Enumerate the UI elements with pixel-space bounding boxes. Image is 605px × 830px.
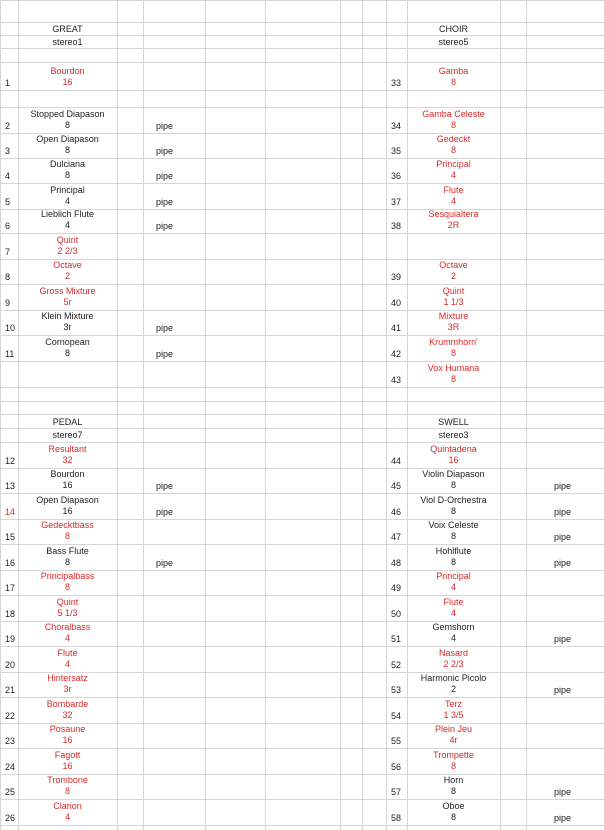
stop-name: Gemshorn xyxy=(432,622,475,632)
stop-name: Flute xyxy=(57,647,78,658)
stop-name: Quintadena xyxy=(430,443,477,454)
section-title: SWELL xyxy=(438,417,469,427)
stop-name: Bombarde xyxy=(46,698,89,709)
pipe-label: pipe xyxy=(156,146,174,156)
stop-name: Octave xyxy=(53,260,82,270)
stop-pitch: 32 xyxy=(62,454,73,465)
column-gridline xyxy=(500,0,501,830)
pipe-label: pipe xyxy=(156,557,174,568)
stop-name: Gross Mixture xyxy=(39,286,96,296)
stop-name: Open Diapason xyxy=(36,494,99,505)
stop-name: Vox Humana xyxy=(427,363,480,373)
stop-name: Gedecktbass xyxy=(41,520,94,530)
pipe-label: pipe xyxy=(554,481,572,491)
stop-number: 57 xyxy=(391,787,402,797)
stop-number: 25 xyxy=(5,787,16,797)
stop-number: 18 xyxy=(5,608,16,619)
pipe-label: pipe xyxy=(554,532,572,542)
pipe-label: pipe xyxy=(156,481,174,491)
stop-pitch: 16 xyxy=(62,505,73,516)
section-subtitle: stereo5 xyxy=(438,37,469,47)
stop-pitch: 8 xyxy=(450,145,456,155)
stop-name: Oboe xyxy=(442,800,465,811)
pipe-label: pipe xyxy=(554,557,572,568)
stop-number: 41 xyxy=(391,323,402,333)
stop-name: Principal xyxy=(436,571,471,581)
stop-name: Octave xyxy=(439,260,468,270)
stop-number: 44 xyxy=(391,455,402,466)
row-gridline xyxy=(0,414,605,415)
stop-pitch: 8 xyxy=(450,77,456,87)
stop-name: Terz xyxy=(444,698,462,709)
stop-number: 20 xyxy=(5,659,16,670)
stop-pitch: 2 xyxy=(450,271,456,281)
stop-number: 5 xyxy=(5,197,11,207)
stop-name: Posaune xyxy=(49,724,86,734)
section-subtitle: stereo1 xyxy=(52,37,83,47)
stop-number: 51 xyxy=(391,634,402,644)
stop-pitch: 8 xyxy=(64,786,70,796)
stop-number: 14 xyxy=(5,506,16,517)
row-gridline xyxy=(0,361,605,362)
stop-pitch: 8 xyxy=(64,556,70,567)
stop-pitch: 8 xyxy=(450,531,456,541)
column-gridline xyxy=(340,0,341,830)
stop-name: Harmonic Picolo xyxy=(420,673,487,683)
stop-pitch: 8 xyxy=(64,582,70,592)
stop-name: Principalbass xyxy=(40,571,95,581)
stop-pitch: 16 xyxy=(448,454,459,465)
stop-name: Lieblich Flute xyxy=(40,209,95,219)
stop-name: Cornopean xyxy=(45,337,90,347)
stop-pitch: 8 xyxy=(450,120,456,130)
stop-pitch: 8 xyxy=(450,505,456,516)
row-gridline xyxy=(0,335,605,336)
stop-number: 4 xyxy=(5,171,11,181)
row-gridline xyxy=(0,90,605,91)
stop-name: Viol D-Orchestra xyxy=(420,494,487,505)
stop-number: 3 xyxy=(5,146,11,156)
column-gridline xyxy=(362,0,363,830)
stop-pitch: 4 xyxy=(450,170,456,180)
pipe-label: pipe xyxy=(156,221,174,231)
stop-pitch: 16 xyxy=(62,760,73,771)
stop-name: Principal xyxy=(50,185,85,195)
column-gridline xyxy=(265,0,266,830)
stop-pitch: 1 3/5 xyxy=(443,709,464,720)
stop-number: 36 xyxy=(391,171,402,181)
stop-pitch: 1 1/3 xyxy=(443,297,464,307)
stop-name: Krummhorn' xyxy=(429,337,478,347)
stop-pitch: 8 xyxy=(64,145,70,155)
stop-number: 46 xyxy=(391,506,402,517)
stop-number: 54 xyxy=(391,710,402,721)
stop-pitch: 2 2/3 xyxy=(443,658,464,669)
stop-pitch: 4r xyxy=(449,735,458,745)
stop-pitch: 2R xyxy=(447,220,460,230)
stop-pitch: 5r xyxy=(63,297,72,307)
stop-number: 35 xyxy=(391,146,402,156)
section-subtitle: stereo7 xyxy=(52,430,83,440)
pipe-label: pipe xyxy=(156,349,174,359)
stop-number: 15 xyxy=(5,532,16,542)
row-gridline xyxy=(0,284,605,285)
section-title: PEDAL xyxy=(52,417,83,427)
stop-number: 16 xyxy=(5,557,16,568)
stop-name: Gamba Celeste xyxy=(422,109,485,119)
stop-name: Stopped Diapason xyxy=(30,109,105,119)
stop-number: 53 xyxy=(391,685,402,695)
stop-pitch: 4 xyxy=(64,196,70,206)
stop-name: Violin Diapason xyxy=(422,469,485,479)
stop-pitch: 8 xyxy=(450,556,456,567)
stop-number: 2 xyxy=(5,121,11,131)
pipe-label: pipe xyxy=(156,171,174,181)
stop-pitch: 4 xyxy=(450,582,456,592)
stop-name: Resultant xyxy=(48,443,87,454)
stop-name: Quint xyxy=(442,286,465,296)
stop-number: 42 xyxy=(391,349,402,359)
section-subtitle: stereo3 xyxy=(438,430,469,440)
stop-name: Flute xyxy=(443,185,464,195)
stop-pitch: 8 xyxy=(450,760,456,771)
stop-number: 56 xyxy=(391,761,402,772)
stop-name: Bourdon xyxy=(50,66,85,76)
stop-number: 39 xyxy=(391,272,402,282)
stop-number: 10 xyxy=(5,323,16,333)
stop-number: 12 xyxy=(5,455,16,466)
stop-number: 48 xyxy=(391,557,402,568)
stop-pitch: 2 xyxy=(450,684,456,694)
stop-pitch: 8 xyxy=(64,120,70,130)
stop-number: 8 xyxy=(5,272,11,282)
stop-pitch: 8 xyxy=(450,348,456,358)
stop-number: 52 xyxy=(391,659,402,670)
stop-pitch: 4 xyxy=(64,220,70,230)
stop-number: 34 xyxy=(391,121,402,131)
column-gridline xyxy=(0,0,1,830)
stop-number: 1 xyxy=(5,78,11,88)
pipe-label: pipe xyxy=(156,197,174,207)
column-gridline xyxy=(386,0,387,830)
row-gridline xyxy=(0,22,605,23)
stop-number: 23 xyxy=(5,736,16,746)
stop-pitch: 8 xyxy=(64,348,70,358)
stop-name: Choralbass xyxy=(44,622,91,632)
stop-pitch: 32 xyxy=(62,709,73,720)
row-gridline xyxy=(0,825,605,826)
stop-number: 21 xyxy=(5,685,16,695)
stop-pitch: 4 xyxy=(450,633,456,643)
row-gridline xyxy=(0,428,605,429)
stop-pitch: 3r xyxy=(63,322,72,332)
stop-name: Bass Flute xyxy=(46,545,89,556)
stop-name: Horn xyxy=(443,775,464,785)
column-gridline xyxy=(205,0,206,830)
stop-number: 7 xyxy=(5,247,11,257)
stop-pitch: 16 xyxy=(62,480,73,490)
stop-name: Voix Celeste xyxy=(428,520,479,530)
stop-pitch: 3r xyxy=(63,684,72,694)
stop-pitch: 8 xyxy=(64,170,70,180)
stop-pitch: 4 xyxy=(450,607,456,618)
stop-pitch: 16 xyxy=(62,77,73,87)
column-gridline xyxy=(117,0,118,830)
pipe-label: pipe xyxy=(554,685,572,695)
pipe-label: pipe xyxy=(554,812,572,823)
stop-pitch: 4 xyxy=(64,633,70,643)
stop-number: 58 xyxy=(391,812,402,823)
stop-name: Principal xyxy=(436,159,471,169)
stop-number: 9 xyxy=(5,298,11,308)
stop-number: 33 xyxy=(391,78,402,88)
row-gridline xyxy=(0,183,605,184)
stop-number: 22 xyxy=(5,710,16,721)
stop-pitch: 8 xyxy=(450,374,456,384)
stop-pitch: 4 xyxy=(64,811,70,822)
stop-name: Fagott xyxy=(54,749,81,760)
row-gridline xyxy=(0,35,605,36)
stop-number: 50 xyxy=(391,608,402,619)
stop-name: Quint xyxy=(56,235,79,245)
stop-number: 19 xyxy=(5,634,16,644)
stop-number: 45 xyxy=(391,481,402,491)
stop-number: 43 xyxy=(391,375,402,385)
stop-pitch: 8 xyxy=(450,811,456,822)
pipe-label: pipe xyxy=(554,787,572,797)
row-gridline xyxy=(0,48,605,49)
row-gridline xyxy=(0,233,605,234)
stop-number: 55 xyxy=(391,736,402,746)
stop-number: 47 xyxy=(391,532,402,542)
stop-number: 24 xyxy=(5,761,16,772)
stop-name: Clarion xyxy=(53,800,82,811)
row-gridline xyxy=(0,387,605,388)
row-gridline xyxy=(0,0,605,1)
column-gridline xyxy=(526,0,527,830)
stop-pitch: 2 2/3 xyxy=(57,246,78,256)
stop-pitch: 2 xyxy=(64,271,70,281)
stop-pitch: 5 1/3 xyxy=(57,607,78,618)
row-gridline xyxy=(0,107,605,108)
pipe-label: pipe xyxy=(156,121,174,131)
stop-name: Klein Mixture xyxy=(41,311,94,321)
row-gridline xyxy=(0,62,605,63)
section-title: GREAT xyxy=(52,24,83,34)
stop-pitch: 16 xyxy=(62,735,73,745)
stop-name: Sesquialtera xyxy=(428,209,479,219)
stop-name: Hintersatz xyxy=(47,673,88,683)
stop-name: Open Diapason xyxy=(36,134,99,144)
stop-pitch: 8 xyxy=(450,786,456,796)
stop-number: 11 xyxy=(5,349,15,359)
stop-name: Trombone xyxy=(47,775,88,785)
stop-number: 49 xyxy=(391,583,402,593)
stop-name: Flute xyxy=(443,596,464,607)
stop-pitch: 8 xyxy=(64,531,70,541)
stop-number: 38 xyxy=(391,221,402,231)
pipe-label: pipe xyxy=(156,506,174,517)
stop-name: Gamba xyxy=(438,66,469,76)
stop-name: Quint xyxy=(56,596,79,607)
stop-pitch: 4 xyxy=(64,658,70,669)
stop-number: 37 xyxy=(391,197,402,207)
column-gridline xyxy=(143,0,144,830)
stop-number: 13 xyxy=(5,481,16,491)
stop-name: Nasard xyxy=(438,647,468,658)
stop-number: 26 xyxy=(5,812,16,823)
stop-name: Plein Jeu xyxy=(434,724,473,734)
section-title: CHOIR xyxy=(439,24,468,34)
stop-pitch: 8 xyxy=(450,480,456,490)
pipe-label: pipe xyxy=(554,634,572,644)
stop-name: Gedeckt xyxy=(436,134,471,144)
stop-number: 17 xyxy=(5,583,16,593)
stop-name: Mixture xyxy=(438,311,469,321)
stop-name: Dulciana xyxy=(49,159,86,169)
pipe-label: pipe xyxy=(156,323,174,333)
row-gridline xyxy=(0,401,605,402)
stop-number: 40 xyxy=(391,298,402,308)
stop-pitch: 4 xyxy=(450,196,456,206)
stop-name: Hohlflute xyxy=(435,545,472,556)
stop-pitch: 3R xyxy=(447,322,460,332)
pipe-label: pipe xyxy=(554,506,572,517)
stop-number: 6 xyxy=(5,221,11,231)
stop-name: Bourdon xyxy=(50,469,85,479)
stop-name: Trompette xyxy=(433,749,474,760)
